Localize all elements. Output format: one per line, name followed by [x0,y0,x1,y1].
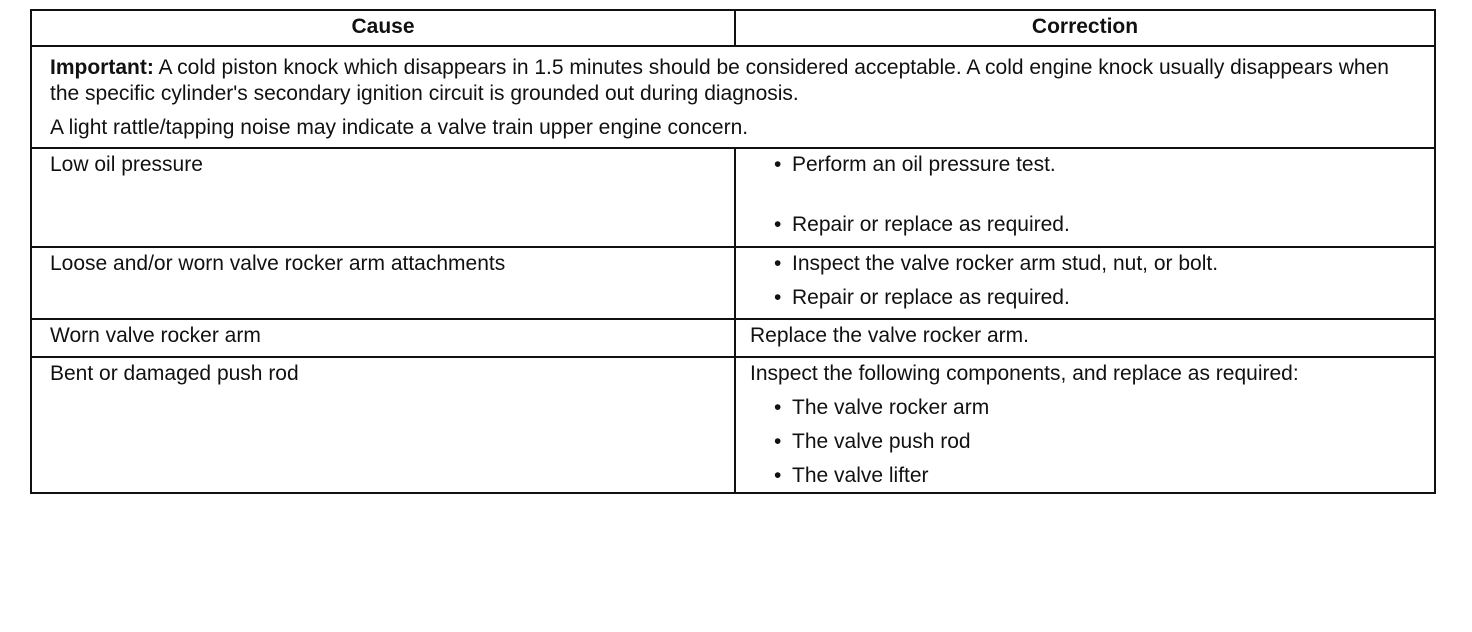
list-item: • Repair or replace as required. [770,213,1434,237]
correction-cell [736,358,1434,492]
important-note [32,47,1434,147]
correction-cell [736,248,1434,318]
rattle-note: A light rattle/tapping noise may indicate a valve train upper engine concern. [50,116,749,139]
cause-cell: Bent or damaged push rod [32,358,736,492]
table-row [32,356,1434,492]
cause-cell: Low oil pressure [32,149,736,246]
correction-list [770,252,1434,310]
correction-cell [736,149,1434,246]
table-header-row [32,11,1434,45]
list-item: • The valve rocker arm [770,396,1434,420]
list-item: • Inspect the valve rocker arm stud, nut, or bolt. [770,252,1434,276]
correction-list [770,396,1434,488]
note-row [32,45,1434,147]
list-item: • The valve lifter [770,464,1434,488]
header-correction: Correction [1031,15,1139,38]
table-row [32,318,1434,356]
correction-cell: Replace the valve rocker arm. [750,324,1029,347]
important-label: Important: [50,56,154,79]
important-paragraph [50,55,1416,107]
table-row [32,147,1434,246]
list-item: • Repair or replace as required. [770,286,1434,310]
cause-cell: Loose and/or worn valve rocker arm attachments [32,248,736,318]
important-text: A cold piston knock which disappears in 1.5 minutes should be considered acceptable. A cold engine knock usually disappears when the specific cylinder's secondary ignition circuit is grounded out during diagnosis. [50,56,1389,105]
diagnosis-table [30,9,1436,494]
correction-text: Inspect the following components, and replace as required: [750,362,1299,385]
list-item: • Perform an oil pressure test. [770,153,1434,177]
header-cause: Cause [32,11,736,45]
cause-cell: Worn valve rocker arm [32,320,736,356]
table-row [32,246,1434,318]
correction-list [770,153,1434,237]
list-item: • The valve push rod [770,430,1434,454]
